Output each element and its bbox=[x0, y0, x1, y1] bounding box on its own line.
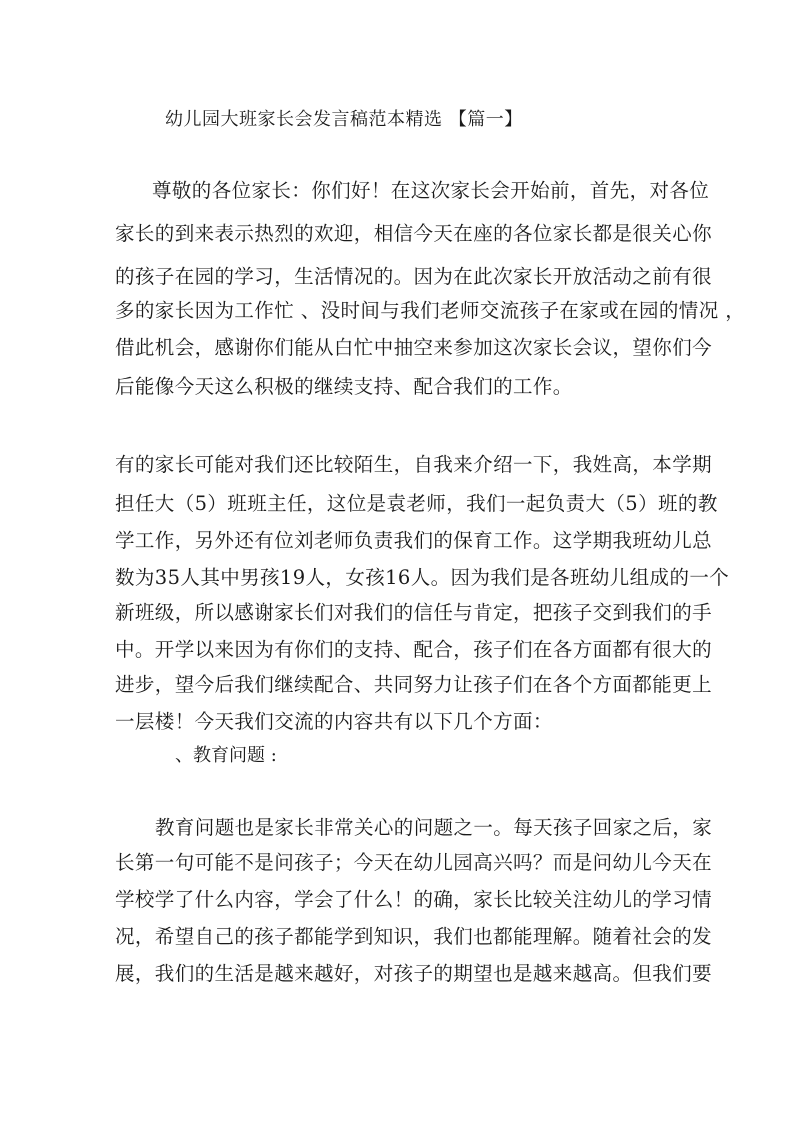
paragraph2-line: 担任大（5）班班主任，这位是袁老师，我们一起负责大（5）班的教 bbox=[115, 492, 718, 515]
document-title: 幼儿园大班家长会发言稿范本精选 【篇一】 bbox=[165, 109, 523, 130]
paragraph1-line: 多的家长因为工作忙 、没时间与我们老师交流孩子在家或在园的情况 ， bbox=[115, 299, 746, 322]
paragraph2-line: 中。开学以来因为有你们的支持、配合，孩子们在各方面都有很大的 bbox=[115, 638, 713, 661]
paragraph3-line: 况，希望自己的孩子都能学到知识，我们也都能理解。随着社会的发 bbox=[115, 925, 713, 948]
paragraph3-line: 教育问题也是家长非常关心的问题之一。每天孩子回家之后，家 bbox=[155, 816, 713, 839]
paragraph2-line: 学工作，另外还有位刘老师负责我们的保育工作。这学期我班幼儿总 bbox=[115, 529, 713, 552]
paragraph1-line: 家长的到来表示热烈的欢迎，相信今天在座的各位家长都是很关心你 bbox=[115, 222, 713, 245]
section-heading: 、教育问题 : bbox=[175, 745, 277, 766]
paragraph1-line: 的孩子在园的学习，生活情况的。因为在此次家长开放活动之前有很 bbox=[115, 265, 713, 288]
paragraph2-line: 新班级，所以感谢家长们对我们的信任与肯定，把孩子交到我们的手 bbox=[115, 601, 713, 624]
paragraph1-line: 尊敬的各位家长：你们好！在这次家长会开始前，首先，对各位 bbox=[152, 179, 710, 202]
paragraph2-line: 进步，望今后我们继续配合、共同努力让孩子们在各个方面都能更上 bbox=[115, 673, 713, 696]
paragraph3-line: 展，我们的生活是越来越好，对孩子的期望也是越来越高。但我们要 bbox=[115, 962, 713, 985]
paragraph2-line: 有的家长可能对我们还比较陌生，自我来介绍一下，我姓高，本学期 bbox=[115, 453, 713, 476]
paragraph2-line: 一层楼！今天我们交流的内容共有以下几个方面： bbox=[115, 710, 553, 733]
paragraph1-line: 后能像今天这么积极的继续支持、配合我们的工作。 bbox=[115, 375, 573, 398]
paragraph3-line: 长第一句可能不是问孩子；今天在幼儿园高兴吗？而是问幼儿今天在 bbox=[115, 851, 713, 874]
paragraph2-line: 数为35人其中男孩19人，女孩16人。因为我们是各班幼儿组成的一个 bbox=[115, 566, 730, 589]
paragraph3-line: 学校学了什么内容，学会了什么！的确，家长比较关注幼儿的学习情 bbox=[115, 888, 713, 911]
paragraph1-line: 借此机会，感谢你们能从白忙中抽空来参加这次家长会议，望你们今 bbox=[115, 336, 713, 359]
